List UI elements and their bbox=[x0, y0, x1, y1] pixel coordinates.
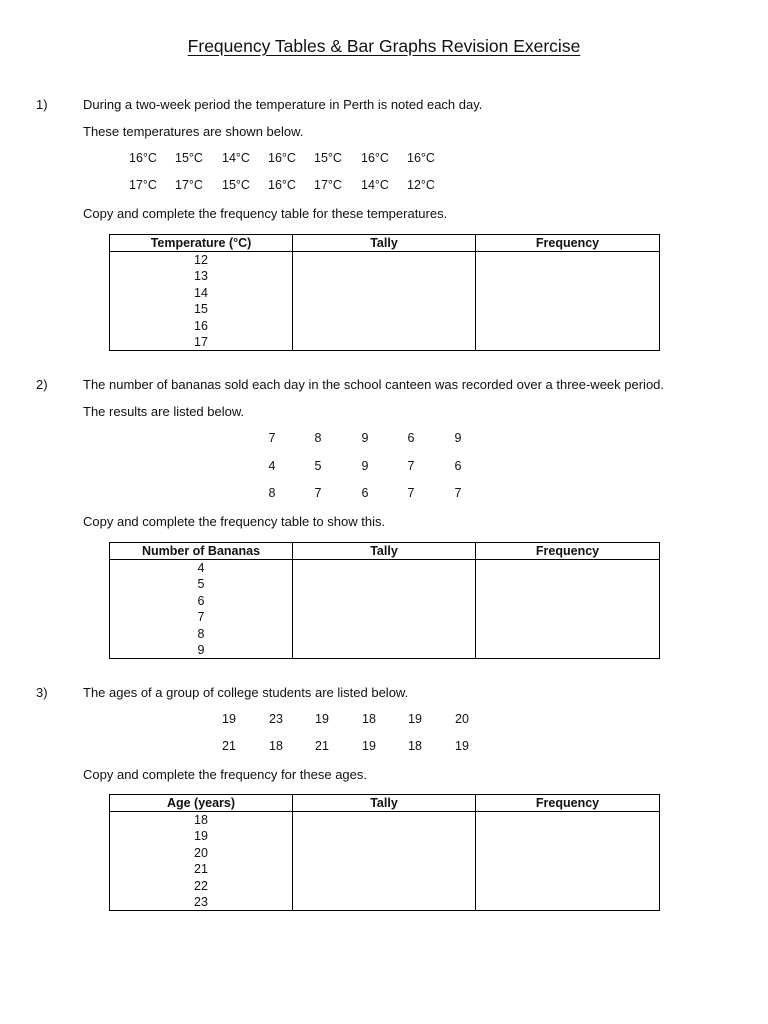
question-2-instruction: Copy and complete the frequency table to show this. bbox=[83, 514, 386, 529]
question-2-number: 2) bbox=[36, 377, 48, 392]
table-cell-value: 4 bbox=[110, 560, 293, 577]
age-value: 18 bbox=[269, 739, 283, 753]
tally-cell bbox=[293, 301, 476, 317]
frequency-cell bbox=[476, 609, 660, 625]
frequency-cell bbox=[476, 828, 660, 844]
age-value: 18 bbox=[408, 739, 422, 753]
question-3-text: The ages of a group of college students are listed below. bbox=[83, 685, 409, 700]
tally-cell bbox=[293, 845, 476, 861]
table-cell-value: 23 bbox=[110, 894, 293, 911]
frequency-cell bbox=[476, 878, 660, 894]
table-row bbox=[110, 878, 660, 894]
table-cell-value: 16 bbox=[110, 318, 293, 334]
bananas-value: 6 bbox=[407, 431, 415, 445]
frequency-cell bbox=[476, 560, 660, 577]
column-header-frequency: Frequency bbox=[476, 235, 660, 252]
bananas-value: 6 bbox=[454, 459, 462, 473]
question-2-subtext: The results are listed below. bbox=[83, 404, 245, 419]
table-cell-value: 19 bbox=[110, 828, 293, 844]
table-cell-value: 21 bbox=[110, 861, 293, 877]
bananas-value: 4 bbox=[268, 459, 276, 473]
temperature-value: 17°C bbox=[314, 178, 342, 192]
table-row bbox=[110, 560, 660, 577]
bananas-value: 7 bbox=[407, 486, 415, 500]
tally-cell bbox=[293, 894, 476, 911]
temperature-frequency-table bbox=[109, 234, 660, 351]
age-value: 21 bbox=[222, 739, 236, 753]
question-1-text: During a two-week period the temperature in Perth is noted each day. bbox=[83, 97, 483, 112]
question-3-number: 3) bbox=[36, 685, 48, 700]
age-value: 19 bbox=[362, 739, 376, 753]
table-row bbox=[110, 642, 660, 659]
age-value: 19 bbox=[315, 712, 329, 726]
column-header-tally: Tally bbox=[293, 235, 476, 252]
bananas-value: 5 bbox=[314, 459, 322, 473]
table-cell-value: 18 bbox=[110, 812, 293, 829]
table-row bbox=[110, 626, 660, 642]
bananas-value: 7 bbox=[454, 486, 462, 500]
frequency-cell bbox=[476, 268, 660, 284]
table-cell-value: 22 bbox=[110, 878, 293, 894]
frequency-cell bbox=[476, 576, 660, 592]
question-1-subtext: These temperatures are shown below. bbox=[83, 124, 304, 139]
frequency-cell bbox=[476, 845, 660, 861]
bananas-value: 7 bbox=[407, 459, 415, 473]
bananas-value: 9 bbox=[361, 459, 369, 473]
table-row bbox=[110, 576, 660, 592]
table-cell-value: 8 bbox=[110, 626, 293, 642]
frequency-cell bbox=[476, 626, 660, 642]
tally-cell bbox=[293, 318, 476, 334]
temperature-value: 15°C bbox=[222, 178, 250, 192]
temperature-value: 16°C bbox=[361, 151, 389, 165]
table-row bbox=[110, 894, 660, 911]
column-header-tally: Tally bbox=[293, 795, 476, 812]
table-cell-value: 20 bbox=[110, 845, 293, 861]
bananas-value: 9 bbox=[361, 431, 369, 445]
column-header-age: Age (years) bbox=[110, 795, 293, 812]
age-value: 23 bbox=[269, 712, 283, 726]
frequency-cell bbox=[476, 894, 660, 911]
table-cell-value: 9 bbox=[110, 642, 293, 659]
age-value: 19 bbox=[222, 712, 236, 726]
bananas-value: 8 bbox=[314, 431, 322, 445]
tally-cell bbox=[293, 285, 476, 301]
frequency-cell bbox=[476, 334, 660, 351]
frequency-cell bbox=[476, 812, 660, 829]
tally-cell bbox=[293, 609, 476, 625]
temperature-value: 16°C bbox=[407, 151, 435, 165]
table-row bbox=[110, 861, 660, 877]
tally-cell bbox=[293, 626, 476, 642]
age-value: 19 bbox=[455, 739, 469, 753]
frequency-cell bbox=[476, 252, 660, 269]
question-2-text: The number of bananas sold each day in the school canteen was recorded over a three-week period. bbox=[83, 377, 665, 392]
bananas-value: 8 bbox=[268, 486, 276, 500]
tally-cell bbox=[293, 642, 476, 659]
ages-frequency-table bbox=[109, 794, 660, 911]
tally-cell bbox=[293, 576, 476, 592]
table-row bbox=[110, 845, 660, 861]
tally-cell bbox=[293, 560, 476, 577]
frequency-cell bbox=[476, 642, 660, 659]
frequency-cell bbox=[476, 318, 660, 334]
question-1-number: 1) bbox=[36, 97, 48, 112]
age-value: 20 bbox=[455, 712, 469, 726]
table-cell-value: 6 bbox=[110, 593, 293, 609]
table-row bbox=[110, 828, 660, 844]
table-row bbox=[110, 268, 660, 284]
temperature-value: 17°C bbox=[129, 178, 157, 192]
table-cell-value: 7 bbox=[110, 609, 293, 625]
table-row bbox=[110, 593, 660, 609]
tally-cell bbox=[293, 252, 476, 269]
column-header-frequency: Frequency bbox=[476, 543, 660, 560]
table-row bbox=[110, 609, 660, 625]
age-value: 19 bbox=[408, 712, 422, 726]
question-1-instruction: Copy and complete the frequency table for these temperatures. bbox=[83, 206, 448, 221]
temperature-value: 12°C bbox=[407, 178, 435, 192]
bananas-value: 6 bbox=[361, 486, 369, 500]
tally-cell bbox=[293, 812, 476, 829]
bananas-value: 7 bbox=[268, 431, 276, 445]
temperature-value: 16°C bbox=[268, 178, 296, 192]
column-header-bananas: Number of Bananas bbox=[110, 543, 293, 560]
table-row bbox=[110, 285, 660, 301]
bananas-value: 9 bbox=[454, 431, 462, 445]
temperature-value: 15°C bbox=[175, 151, 203, 165]
frequency-cell bbox=[476, 861, 660, 877]
table-row bbox=[110, 334, 660, 351]
tally-cell bbox=[293, 593, 476, 609]
column-header-temperature: Temperature (°C) bbox=[110, 235, 293, 252]
age-value: 18 bbox=[362, 712, 376, 726]
frequency-cell bbox=[476, 285, 660, 301]
table-cell-value: 12 bbox=[110, 252, 293, 269]
tally-cell bbox=[293, 334, 476, 351]
temperature-value: 14°C bbox=[222, 151, 250, 165]
table-cell-value: 13 bbox=[110, 268, 293, 284]
table-cell-value: 17 bbox=[110, 334, 293, 351]
table-cell-value: 5 bbox=[110, 576, 293, 592]
table-row bbox=[110, 318, 660, 334]
table-cell-value: 15 bbox=[110, 301, 293, 317]
table-row bbox=[110, 252, 660, 269]
column-header-tally: Tally bbox=[293, 543, 476, 560]
bananas-frequency-table bbox=[109, 542, 660, 659]
temperature-value: 16°C bbox=[129, 151, 157, 165]
temperature-value: 17°C bbox=[175, 178, 203, 192]
question-3-instruction: Copy and complete the frequency for these ages. bbox=[83, 767, 368, 782]
table-cell-value: 14 bbox=[110, 285, 293, 301]
page-title: Frequency Tables & Bar Graphs Revision Exercise bbox=[187, 36, 581, 56]
column-header-frequency: Frequency bbox=[476, 795, 660, 812]
bananas-value: 7 bbox=[314, 486, 322, 500]
frequency-cell bbox=[476, 301, 660, 317]
frequency-cell bbox=[476, 593, 660, 609]
tally-cell bbox=[293, 828, 476, 844]
tally-cell bbox=[293, 861, 476, 877]
tally-cell bbox=[293, 268, 476, 284]
temperature-value: 15°C bbox=[314, 151, 342, 165]
tally-cell bbox=[293, 878, 476, 894]
temperature-value: 16°C bbox=[268, 151, 296, 165]
table-row bbox=[110, 812, 660, 829]
table-row bbox=[110, 301, 660, 317]
age-value: 21 bbox=[315, 739, 329, 753]
temperature-value: 14°C bbox=[361, 178, 389, 192]
